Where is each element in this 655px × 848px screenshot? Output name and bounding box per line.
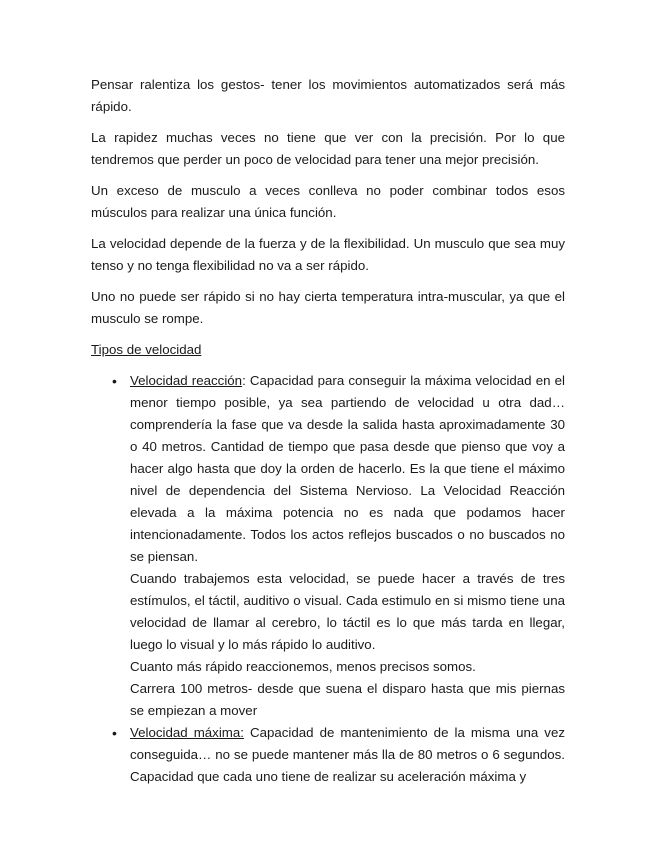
paragraph-fuerza-flexibilidad: La velocidad depende de la fuerza y de la flexibilidad. Un musculo que sea muy tenso y no tenga flexibilidad no va a ser rápido. bbox=[91, 236, 565, 273]
paragraph-precision: La rapidez muchas veces no tiene que ver con la precisión. Por lo que tendremos que perder un poco de velocidad para tener una mejor precisión. bbox=[91, 130, 565, 167]
term-velocidad-maxima: Velocidad máxima: bbox=[130, 725, 244, 740]
paragraph-temperatura: Uno no puede ser rápido si no hay cierta temperatura intra-muscular, ya que el musculo se rompe. bbox=[91, 289, 565, 326]
list-item-continuation: Carrera 100 metros- desde que suena el disparo hasta que mis piernas se empiezan a mover bbox=[130, 681, 565, 718]
document-page bbox=[91, 74, 565, 788]
term-velocidad-reaccion: Velocidad reacción bbox=[130, 373, 243, 388]
definition-text: Capacidad para conseguir la máxima velocidad en el menor tiempo posible, ya sea partiendo de velocidad u otra dad… comprendería la fase que va desde la salida hasta aproximadamente 30 o 40 metros. Cantidad de tiempo que pasa desde que pienso que voy a hacer algo hasta que doy la orden de hacerlo. Es la que tiene el máximo nivel de dependencia del Sistema Nervioso. La Velocidad Reacción elevada a la máxima potencia no es nada que podamos hacer intencionadamente. Todos los actos reflejos buscados o no buscados no se piensan. bbox=[130, 373, 565, 564]
bullet-icon: • bbox=[112, 373, 117, 389]
term-suffix: : bbox=[242, 373, 246, 388]
list-item-text bbox=[130, 370, 565, 568]
list-item-velocidad-maxima bbox=[91, 722, 565, 788]
section-heading-tipos: Tipos de velocidad bbox=[91, 342, 202, 357]
bullet-icon: • bbox=[112, 725, 117, 741]
velocity-types-list bbox=[91, 370, 565, 788]
list-item-text bbox=[130, 722, 565, 788]
definition-text: Capacidad de mantenimiento de la misma una vez conseguida… no se puede mantener más lla de 80 metros o 6 segundos. Capacidad que cada uno tiene de realizar su aceleración máxima y bbox=[130, 725, 565, 784]
paragraph-automatizados: Pensar ralentiza los gestos- tener los movimientos automatizados será más rápido. bbox=[91, 77, 565, 114]
paragraph-exceso-musculo: Un exceso de musculo a veces conlleva no poder combinar todos esos músculos para realizar una única función. bbox=[91, 183, 565, 220]
list-item-continuation: Cuanto más rápido reaccionemos, menos precisos somos. bbox=[130, 659, 476, 674]
list-item-continuation: Cuando trabajemos esta velocidad, se puede hacer a través de tres estímulos, el táctil, auditivo o visual. Cada estimulo en si mismo tiene una velocidad de llamar al cerebro, lo táctil es lo que más tarda en llegar, luego lo visual y lo más rápido lo auditivo. bbox=[130, 571, 565, 652]
list-item-velocidad-reaccion bbox=[91, 370, 565, 722]
